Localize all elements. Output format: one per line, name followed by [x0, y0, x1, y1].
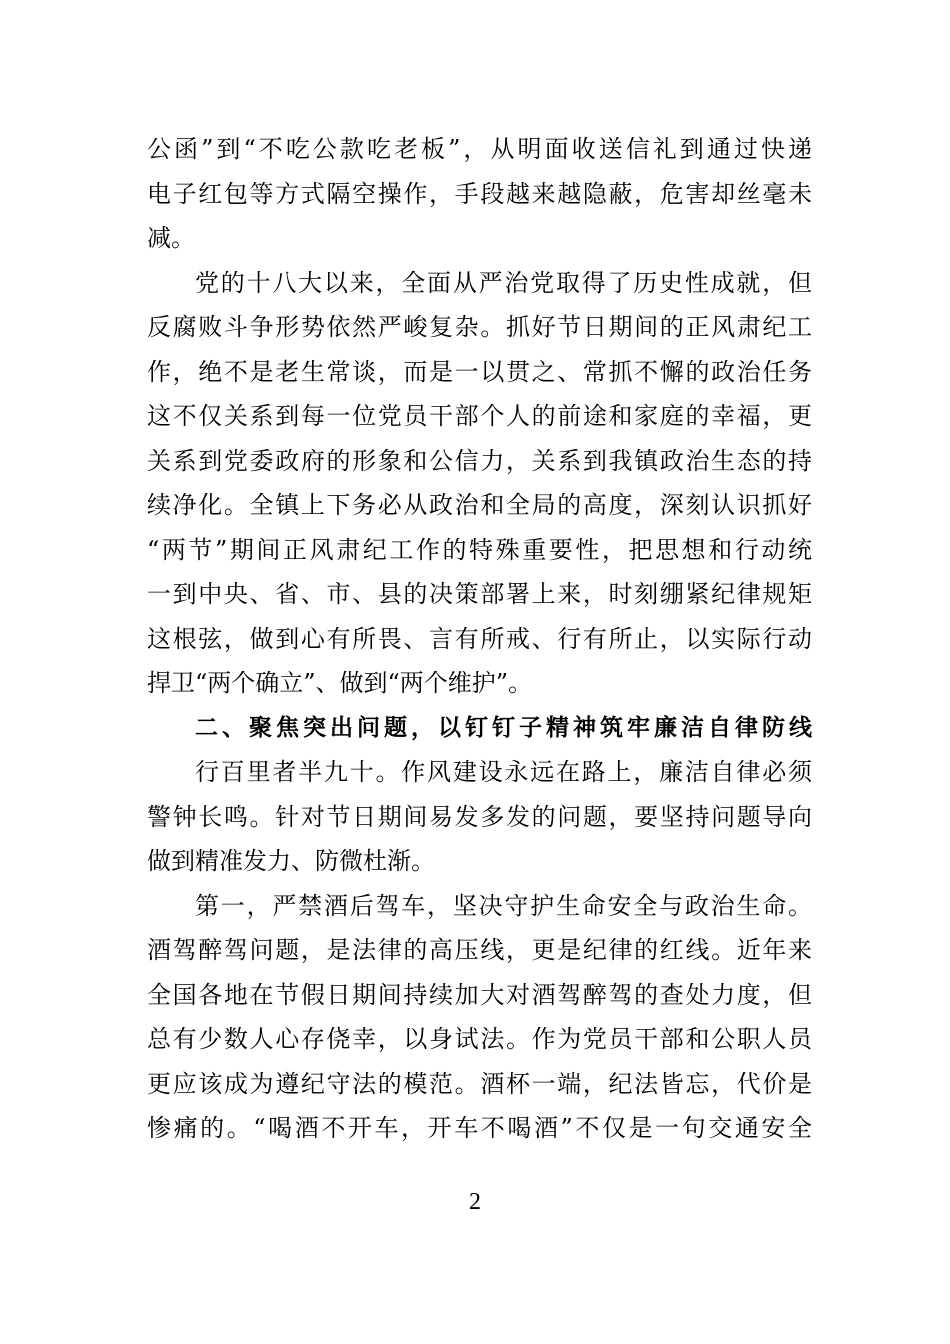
paragraph-line: 第一，严禁酒后驾车，坚决守护生命安全与政治生命。: [195, 892, 812, 920]
paragraph-line: 电子红包等方式隔空操作，手段越来越隐蔽，危害却丝毫未: [147, 180, 812, 208]
paragraph-line: “两节”期间正风肃纪工作的特殊重要性，把思想和行动统: [147, 536, 812, 564]
paragraph-line: 全国各地在节假日期间持续加大对酒驾醉驾的查处力度，但: [147, 981, 812, 1009]
paragraph-line: 一到中央、省、市、县的决策部署上来，时刻绷紧纪律规矩: [147, 580, 812, 608]
paragraph-line: 行百里者半九十。作风建设永远在路上，廉洁自律必须: [195, 758, 812, 786]
paragraph-line: 作，绝不是老生常谈，而是一以贯之、常抓不懈的政治任务: [147, 358, 812, 386]
paragraph-line: 捍卫“两个确立”、做到“两个维护”。: [147, 669, 533, 697]
paragraph-line: 酒驾醉驾问题，是法律的高压线，更是纪律的红线。近年来: [147, 936, 812, 964]
paragraph-line: 党的十八大以来，全面从严治党取得了历史性成就，但: [195, 269, 812, 297]
paragraph-line: 公函”到“不吃公款吃老板”，从明面收送信礼到通过快递: [147, 135, 812, 163]
page-number: 2: [469, 1189, 481, 1215]
paragraph-line: 警钟长鸣。针对节日期间易发多发的问题，要坚持问题导向: [147, 803, 812, 831]
section-heading: 二、聚焦突出问题，以钉钉子精神筑牢廉洁自律防线: [195, 715, 812, 741]
paragraph-line: 做到精准发力、防微杜渐。: [147, 847, 435, 875]
paragraph-line: 这不仅关系到每一位党员干部个人的前途和家庭的幸福，更: [147, 402, 812, 430]
paragraph-line: 反腐败斗争形势依然严峻复杂。抓好节日期间的正风肃纪工: [147, 313, 812, 341]
paragraph-line: 关系到党委政府的形象和公信力，关系到我镇政治生态的持: [147, 447, 812, 475]
paragraph-line: 惨痛的。“喝酒不开车，开车不喝酒”不仅是一句交通安全: [147, 1114, 812, 1142]
paragraph-line: 这根弦，做到心有所畏、言有所戒、行有所止，以实际行动: [147, 625, 812, 653]
paragraph-line: 减。: [147, 224, 195, 252]
paragraph-line: 续净化。全镇上下务必从政治和全局的高度，深刻认识抓好: [147, 491, 812, 519]
paragraph-line: 更应该成为遵纪守法的模范。酒杯一端，纪法皆忘，代价是: [147, 1070, 812, 1098]
paragraph-line: 总有少数人心存侥幸，以身试法。作为党员干部和公职人员: [147, 1025, 812, 1053]
